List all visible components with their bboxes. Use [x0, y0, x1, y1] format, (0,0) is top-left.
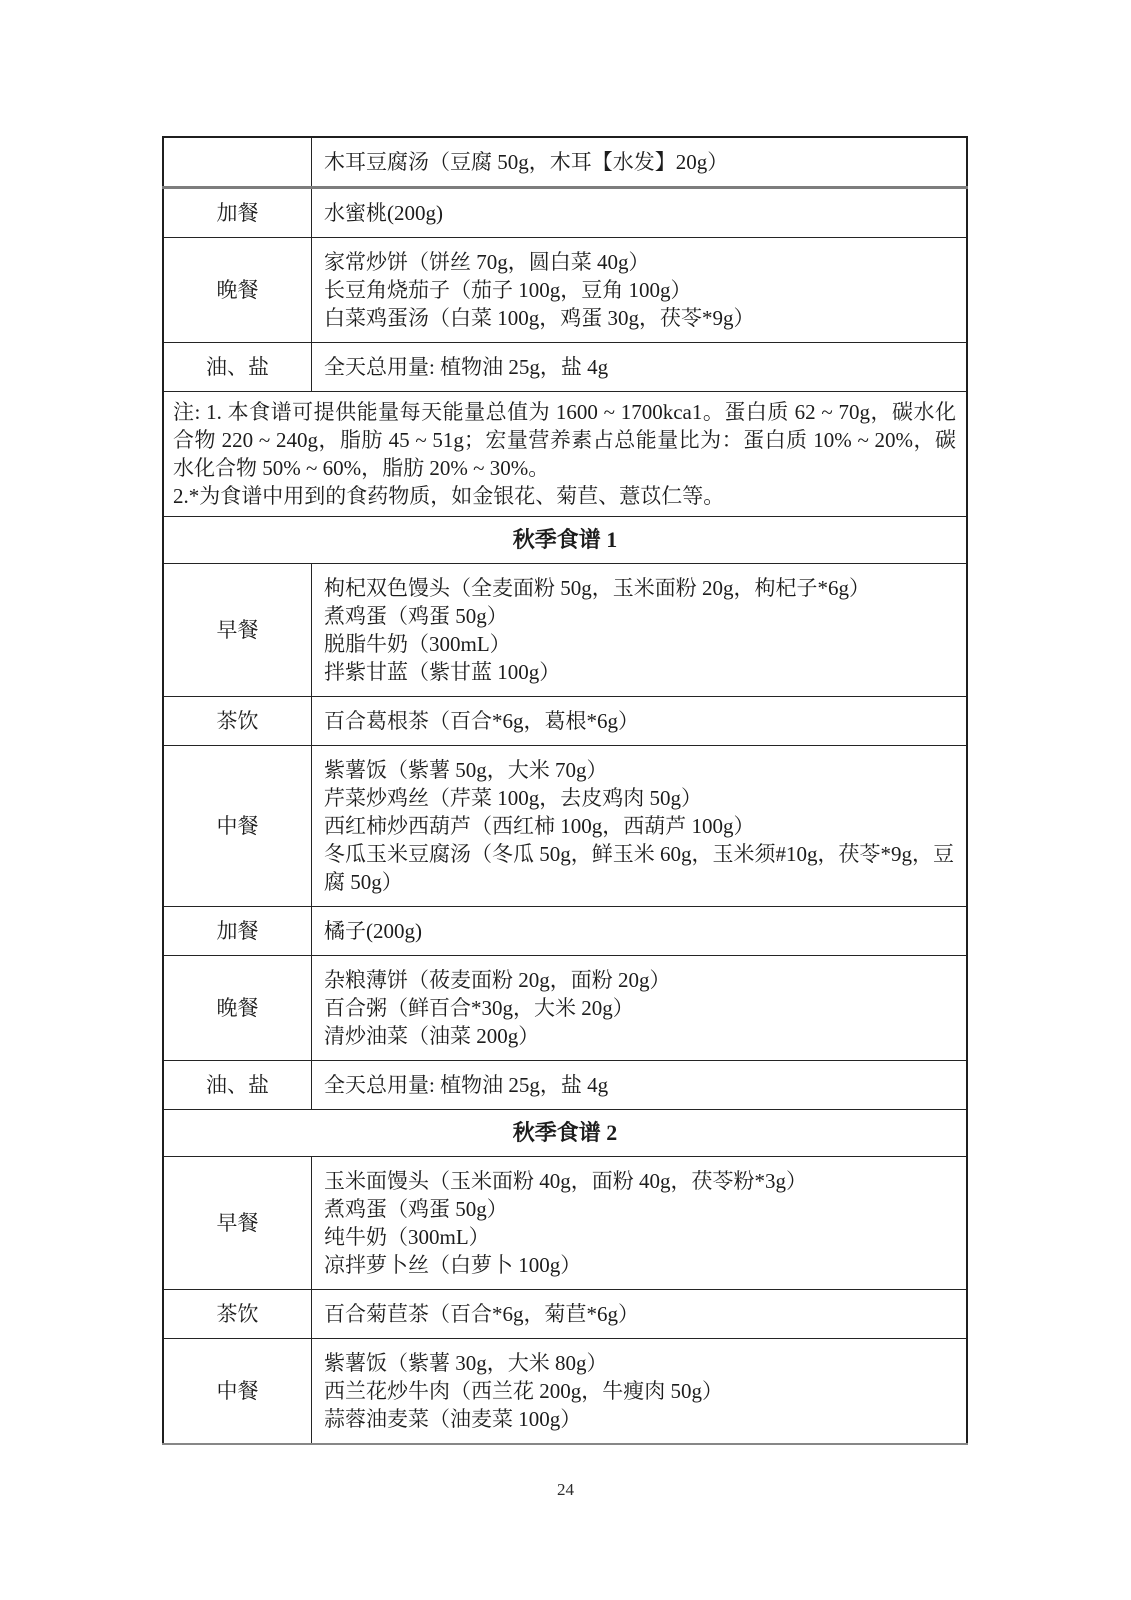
dish-line: 脱脂牛奶（300mL）: [324, 632, 511, 656]
meal-row: [163, 343, 967, 392]
meal-label: 茶饮: [163, 1290, 312, 1339]
diet-table: [162, 136, 968, 1445]
meal-label: 中餐: [163, 1339, 312, 1445]
dish-line: 百合葛根茶（百合*6g，葛根*6g）: [324, 709, 639, 733]
meal-row: [163, 1290, 967, 1339]
dish-line: 百合粥（鲜百合*30g，大米 20g）: [324, 996, 634, 1020]
meal-row: [163, 238, 967, 343]
meal-items: [312, 1290, 968, 1339]
meal-row: [163, 564, 967, 697]
note-paragraph: 2.*为食谱中用到的食药物质，如金银花、菊苣、薏苡仁等。: [173, 484, 725, 508]
meal-row: [163, 956, 967, 1061]
note-text: [163, 392, 967, 517]
meal-row: [163, 188, 967, 238]
dish-line: 清炒油菜（油菜 200g）: [324, 1024, 540, 1048]
meal-items: [312, 188, 968, 238]
dish-line: 水蜜桃(200g): [324, 201, 443, 225]
meal-row: [163, 907, 967, 956]
meal-label: 油、盐: [163, 1061, 312, 1110]
meal-label: 加餐: [163, 907, 312, 956]
dish-line: 紫薯饭（紫薯 50g，大米 70g）: [324, 758, 608, 782]
meal-label: 晚餐: [163, 956, 312, 1061]
meal-label: 早餐: [163, 1157, 312, 1290]
meal-items: [312, 1339, 968, 1445]
dish-line: 百合菊苣茶（百合*6g，菊苣*6g）: [324, 1302, 639, 1326]
dish-line: 冬瓜玉米豆腐汤（冬瓜 50g，鲜玉米 60g，玉米须#10g，茯苓*9g，豆腐 50g）: [324, 842, 954, 894]
meal-items: [312, 907, 968, 956]
section-header-row: [163, 517, 967, 564]
meal-items: [312, 137, 968, 188]
note-row: [163, 392, 967, 517]
meal-row: [163, 1061, 967, 1110]
dish-line: 玉米面馒头（玉米面粉 40g，面粉 40g，茯苓粉*3g）: [324, 1169, 807, 1193]
dish-line: 橘子(200g): [324, 919, 422, 943]
dish-line: 煮鸡蛋（鸡蛋 50g）: [324, 604, 508, 628]
dish-line: 全天总用量: 植物油 25g，盐 4g: [324, 1073, 609, 1097]
dish-line: 家常炒饼（饼丝 70g，圆白菜 40g）: [324, 250, 650, 274]
dish-line: 蒜蓉油麦菜（油麦菜 100g）: [324, 1407, 582, 1431]
dish-line: 木耳豆腐汤（豆腐 50g，木耳【水发】20g）: [324, 150, 729, 174]
section-title: 秋季食谱 1: [512, 527, 618, 552]
dish-line: 枸杞双色馒头（全麦面粉 50g，玉米面粉 20g，枸杞子*6g）: [324, 576, 870, 600]
meal-items: [312, 564, 968, 697]
dish-line: 凉拌萝卜丝（白萝卜 100g）: [324, 1253, 582, 1277]
meal-label: 中餐: [163, 746, 312, 907]
meal-items: [312, 343, 968, 392]
dish-line: 拌紫甘蓝（紫甘蓝 100g）: [324, 660, 561, 684]
page-number: 24: [557, 1480, 574, 1499]
meal-row: [163, 1157, 967, 1290]
meal-row: [163, 1339, 967, 1445]
meal-items: [312, 746, 968, 907]
diet-table-wrapper: [162, 136, 968, 1445]
dish-line: 杂粮薄饼（莜麦面粉 20g，面粉 20g）: [324, 968, 671, 992]
dish-line: 白菜鸡蛋汤（白菜 100g，鸡蛋 30g，茯苓*9g）: [324, 306, 755, 330]
meal-label: 早餐: [163, 564, 312, 697]
dish-line: 芹菜炒鸡丝（芹菜 100g，去皮鸡肉 50g）: [324, 786, 702, 810]
meal-label: 加餐: [163, 188, 312, 238]
meal-items: [312, 1157, 968, 1290]
meal-row: [163, 137, 967, 188]
meal-label: 茶饮: [163, 697, 312, 746]
meal-row: [163, 697, 967, 746]
section-title: 秋季食谱 2: [512, 1120, 618, 1145]
dish-line: 紫薯饭（紫薯 30g，大米 80g）: [324, 1351, 608, 1375]
dish-line: 纯牛奶（300mL）: [324, 1225, 490, 1249]
meal-label: [163, 137, 312, 188]
dish-line: 西兰花炒牛肉（西兰花 200g，牛瘦肉 50g）: [324, 1379, 723, 1403]
meal-items: [312, 956, 968, 1061]
meal-items: [312, 697, 968, 746]
meal-label: 油、盐: [163, 343, 312, 392]
meal-label: 晚餐: [163, 238, 312, 343]
meal-items: [312, 1061, 968, 1110]
dish-line: 西红柿炒西葫芦（西红柿 100g，西葫芦 100g）: [324, 814, 755, 838]
dish-line: 煮鸡蛋（鸡蛋 50g）: [324, 1197, 508, 1221]
meal-items: [312, 238, 968, 343]
note-paragraph: 注: 1. 本食谱可提供能量每天能量总值为 1600 ~ 1700kca1。蛋白质 62 ~ 70g，碳水化合物 220 ~ 240g，脂肪 45 ~ 51g；宏量营养素占总能量比为：蛋白质 10% ~ 20%，碳水化合物 50% ~ 60%，脂肪 20% ~ 30%。: [173, 400, 956, 480]
section-header-row: [163, 1110, 967, 1157]
dish-line: 全天总用量: 植物油 25g，盐 4g: [324, 355, 609, 379]
meal-table-body: [163, 137, 967, 1444]
dish-line: 长豆角烧茄子（茄子 100g，豆角 100g）: [324, 278, 692, 302]
meal-row: [163, 746, 967, 907]
